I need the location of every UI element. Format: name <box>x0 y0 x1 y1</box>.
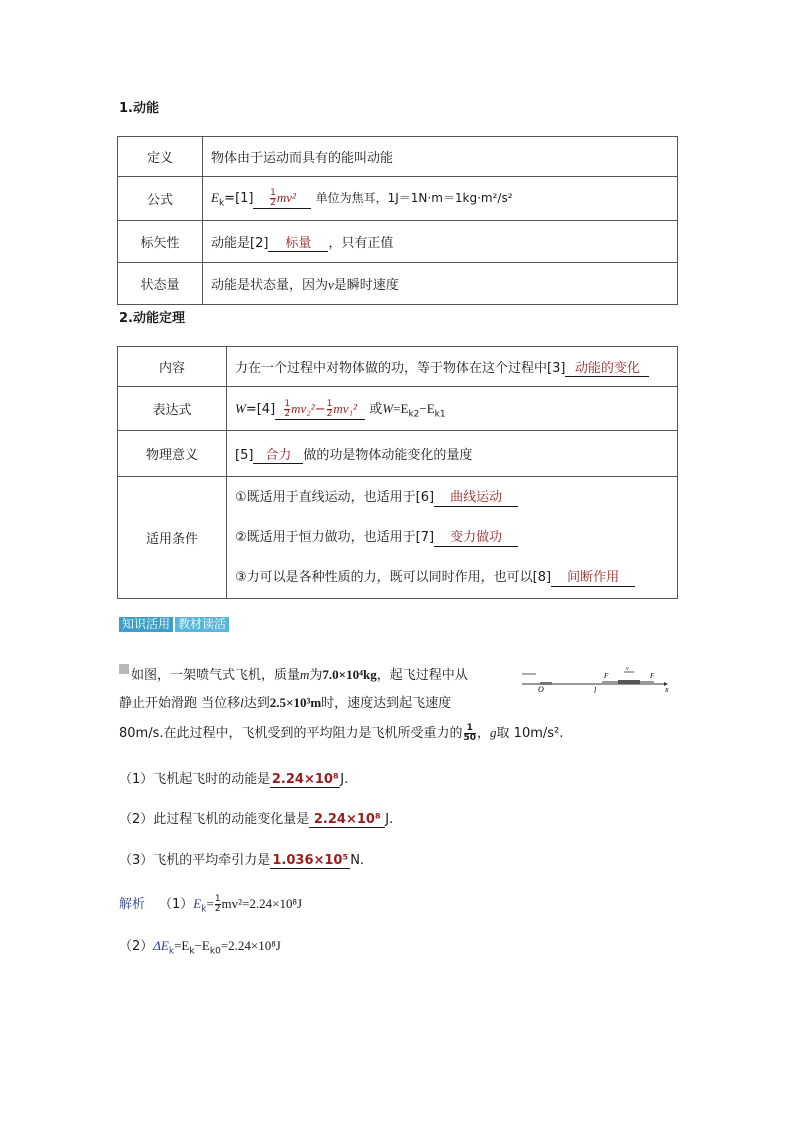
blank-6: 曲线运动 <box>434 490 518 507</box>
figure-origin-label: O <box>538 685 544 694</box>
cell-label-meaning: 物理意义 <box>118 431 227 477</box>
problem-line-3: 80m/s.在此过程中，飞机受到的平均阻力是飞机所受重力的 $\frac{1}{50}$ ，g取 10m/s². <box>119 723 564 743</box>
blank-3: 动能的变化 <box>565 357 649 377</box>
cell-conditions: ①既适用于直线运动，也适用于[6] 曲线运动 ②既适用于恒力做功，也适用于[7] 变力做功 ③力可以是各种性质的力，既可以同时作用，也可以[8] 间断作用 <box>227 477 678 599</box>
cell-label-state: 状态量 <box>118 263 203 305</box>
blank-5: 合力 <box>253 444 303 464</box>
tag-textbook-reading: 教材读活 <box>175 617 229 632</box>
knowledge-tag <box>119 617 229 632</box>
question-1: （1）飞机起飞时的动能是 2.24×10⁸ J. <box>119 772 349 787</box>
figure-f-label: F <box>604 672 609 680</box>
cell-label-expression: 表达式 <box>118 387 227 431</box>
cell-label-definition: 定义 <box>118 137 203 177</box>
figure-v-label: v <box>626 666 629 672</box>
cell-definition: 物体由于运动而具有的能叫动能 <box>203 137 678 177</box>
problem-line-2: 静止开始滑跑 当位移l达到2.5×10³m时，速度达到起飞速度 <box>119 695 452 711</box>
section-title-theorem: 2.动能定理 <box>119 311 185 326</box>
question-3: （3）飞机的平均牵引力是 1.036×10⁵ N. <box>119 853 365 868</box>
blank-2: 标量 <box>268 232 328 252</box>
answer-1: 2.24×10⁸ <box>271 772 339 787</box>
cell-expression: W=[4] $\frac{1}{2}$ mv₂²− $\frac{1}{2}$ mv₁² 或$W=E_{k2}-E_{k1}$ <box>227 387 678 431</box>
answer-2: 2.24×10⁸ <box>309 812 385 828</box>
section-title-kinetic-energy: 1.动能 <box>119 101 159 116</box>
blank-1: $\frac{1}{2}$ mv² <box>253 189 311 209</box>
solution-2: $(2)\Delta E_k=E_k-E_{k0}=2.24\times 10^8J$ <box>119 938 281 957</box>
problem-icon <box>119 664 129 674</box>
tag-knowledge-use: 知识活用 <box>119 617 173 632</box>
solution-1: 解析 $(1)E_k=$ $\frac{1}{2}$ mv²=2.24×10⁸J <box>119 894 303 915</box>
figure-l-label: l <box>594 686 597 694</box>
cell-state: 动能是状态量，因为v是瞬时速度 <box>203 263 678 305</box>
figure-x-label: x <box>665 685 669 694</box>
blank-8: 间断作用 <box>551 570 635 587</box>
cell-label-content: 内容 <box>118 347 227 387</box>
cell-label-conditions: 适用条件 <box>118 477 227 599</box>
cell-content: 力在一个过程中对物体做的功，等于物体在这个过程中[3] 动能的变化 <box>227 347 678 387</box>
question-2: （2）此过程飞机的动能变化量是 2.24×10⁸ J. <box>119 812 394 827</box>
kinetic-energy-table <box>117 136 678 305</box>
blank-4: $\frac{1}{2}$ mv₂²− $\frac{1}{2}$ mv₁² <box>275 400 365 420</box>
answer-3: 1.036×10⁵ <box>270 853 350 869</box>
airplane-figure <box>522 662 672 694</box>
blank-7: 变力做功 <box>434 530 518 547</box>
cell-formula: $E_k=[1]$ $\frac{1}{2}$ mv² 单位为焦耳，1J＝1N·m＝1kg·m²/s² <box>203 177 678 221</box>
figure-f2-label: F <box>650 672 655 680</box>
theorem-table <box>117 346 678 599</box>
cell-vector: 动能是[2] 标量 ，只有正值 <box>203 221 678 263</box>
cell-meaning: [5] 合力 做的功是物体动能变化的量度 <box>227 431 678 477</box>
cell-label-formula: 公式 <box>118 177 203 221</box>
problem-line-1: 如图，一架喷气式飞机，质量m为7.0×10⁴kg，起飞过程中从 <box>131 667 468 683</box>
cell-label-vector: 标矢性 <box>118 221 203 263</box>
